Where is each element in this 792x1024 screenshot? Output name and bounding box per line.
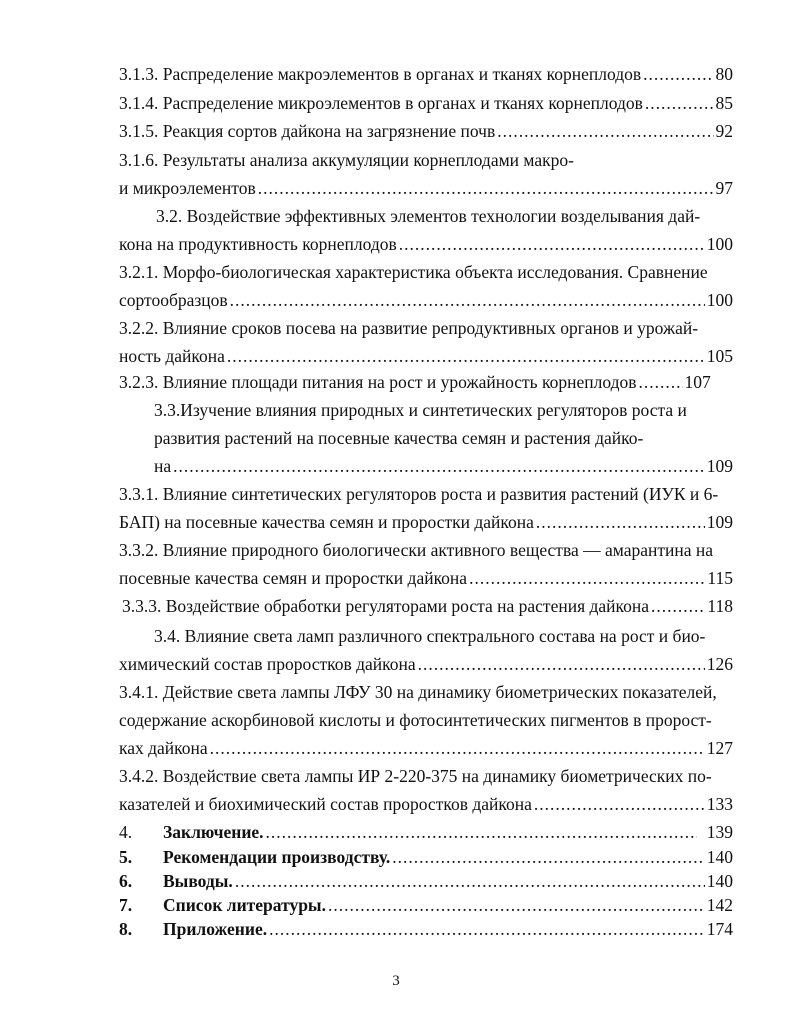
toc-entry-3-2-1-line1: 3.2.1. Морфо-биологическая характеристика объекта исследования. Сравнение [119, 262, 708, 282]
toc-entry-3-3-3: 3.3.3. Воздействие обработки регуляторами роста на растения дайкона ..... 118 [122, 595, 733, 617]
toc-entry-3-2-2-line1: 3.2.2. Влияние сроков посева на развитие репродуктивных органов и урожай- [119, 318, 699, 338]
toc-entry-5: 5. Рекомендации производству. ..... 140 [119, 846, 733, 868]
toc-entry-3-1-4: 3.1.4. Распределение микроэлементов в органах и тканях корнеплодов ..... 85 [119, 92, 733, 114]
toc-entry-3-2-line2: кона на продуктивность корнеплодов ..... 100 [119, 233, 733, 255]
toc-entry-3-3-1-line1: 3.3.1. Влияние синтетических регуляторов роста и развития растений (ИУК и 6- [119, 484, 719, 504]
toc-entry-8: 8. Приложение. ..... 174 [119, 918, 733, 940]
toc-entry-3-3-1-line2: БАП) на посевные качества семян и проростки дайкона ..... 109 [119, 511, 733, 533]
toc-entry-3-4-line1: 3.4. Влияние света ламп различного спектрального состава на рост и био- [154, 626, 706, 646]
toc-entry-3-4-2-line2: казателей и биохимический состав проростков дайкона ..... 133 [119, 793, 733, 815]
toc-entry-3-2-2-line2: ность дайкона ..... 105 [119, 345, 733, 367]
toc-entry-3-2-line1: 3.2. Воздействие эффективных элементов технологии возделывания дай- [156, 206, 701, 226]
toc-entry-7: 7. Список литературы. ..... 142 [119, 894, 733, 916]
toc-entry-3-4-1-line1: 3.4.1. Действие света лампы ЛФУ 30 на динамику биометрических показателей, [119, 682, 717, 702]
toc-entry-3-1-3: 3.1.3. Распределение макроэлементов в органах и тканях корнеплодов ..... 80 [119, 63, 733, 85]
toc-entry-3-3-2-line1: 3.3.2. Влияние природного биологически активного вещества — амарантина на [119, 540, 714, 560]
toc-entry-6: 6. Выводы. ..... 140 [119, 870, 733, 892]
toc-entry-3-4-2-line1: 3.4.2. Воздействие света лампы ИР 2-220-375 на динамику биометрических по- [119, 766, 712, 786]
toc-entry-3-1-5: 3.1.5. Реакция сортов дайкона на загрязнение почв ..... 92 [119, 120, 733, 142]
toc-entry-4: 4. Заключение. ..... 139 [119, 821, 733, 843]
toc-entry-3-4-line2: химический состав проростков дайкона ..... 126 [119, 653, 733, 675]
toc-entry-3-2-3: 3.2.3. Влияние площади питания на рост и урожайность корнеплодов ..... 107 [119, 371, 733, 393]
toc-entry-3-1-6-line2: и микроэлементов ..... 97 [119, 177, 733, 199]
toc-entry-3-3-2-line2: посевные качества семян и проростки дайкона ..... 115 [119, 567, 733, 589]
toc-entry-3-3-line2: развития растений на посевные качества семян и растения дайко- [154, 428, 644, 448]
toc-entry-3-2-1-line2: сортообразцов ..... 100 [119, 289, 733, 311]
page-number: 3 [392, 973, 400, 989]
toc-entry-3-3-line3: на ..... 109 [154, 455, 733, 477]
toc-entry-3-4-1-line3: ках дайкона ..... 127 [119, 737, 733, 759]
toc-entry-3-4-1-line2: содержание аскорбиновой кислоты и фотосинтетических пигментов в пророст- [119, 710, 712, 730]
toc-entry-3-1-6-line1: 3.1.6. Результаты анализа аккумуляции корнеплодами макро- [119, 150, 574, 170]
toc-entry-3-3-line1: 3.3.Изучение влияния природных и синтетических регуляторов роста и [154, 400, 687, 420]
